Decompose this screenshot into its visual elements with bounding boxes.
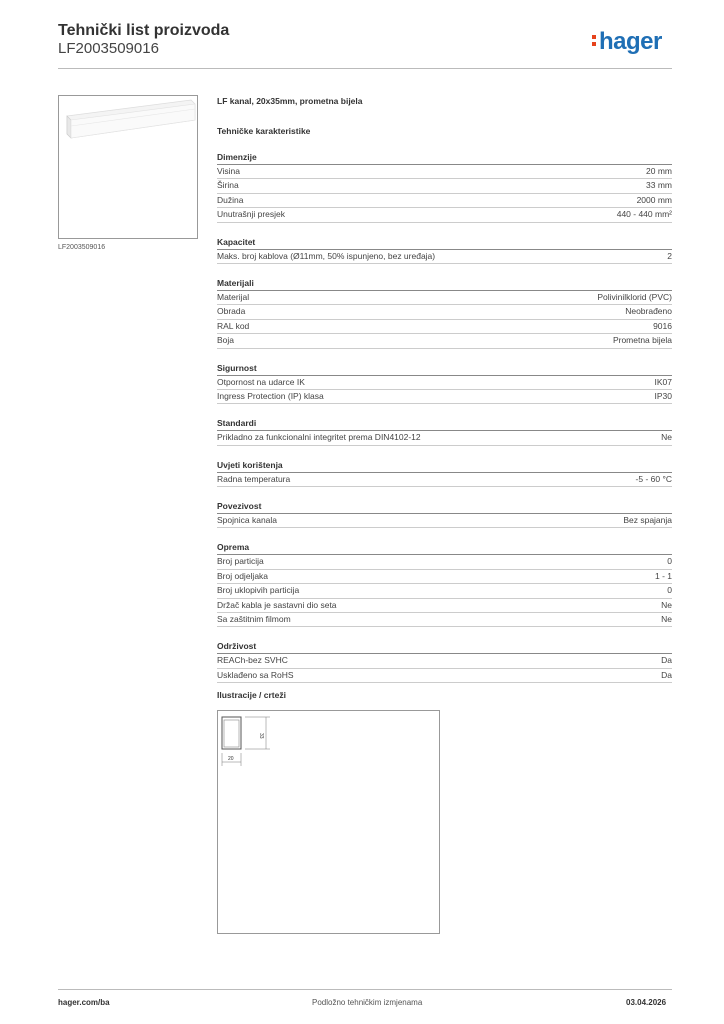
spec-label: Sa zaštitnim filmom xyxy=(217,614,291,625)
spec-value: Ne xyxy=(661,432,672,443)
spec-label: Držač kabla je sastavni dio seta xyxy=(217,599,337,610)
spec-value: 33 mm xyxy=(646,180,672,191)
spec-row xyxy=(217,250,672,264)
section-title: Dimenzije xyxy=(217,152,672,165)
dimension-width-label: 20 xyxy=(228,756,234,762)
hager-logo xyxy=(592,28,662,56)
product-name: LF kanal, 20x35mm, prometna bijela xyxy=(217,96,363,106)
section-title: Povezivost xyxy=(217,501,672,514)
spec-label: Obrada xyxy=(217,306,246,317)
spec-value: Ne xyxy=(661,599,672,610)
cable-duct-icon xyxy=(59,96,197,238)
spec-label: Broj uklopivih particija xyxy=(217,585,300,596)
spec-value: Ne xyxy=(661,614,672,625)
spec-section xyxy=(217,363,672,405)
duct-cross-section-drawing xyxy=(218,711,439,933)
spec-value: Bez spajanja xyxy=(623,515,672,526)
spec-row xyxy=(217,390,672,404)
logo-dots-icon xyxy=(592,32,597,49)
tech-specs-title: Tehničke karakteristike xyxy=(217,126,311,136)
spec-row xyxy=(217,208,672,222)
spec-row xyxy=(217,613,672,627)
spec-row xyxy=(217,555,672,569)
footer-date: 03.04.2026 xyxy=(626,998,667,1007)
spec-row xyxy=(217,179,672,193)
product-image xyxy=(58,95,198,239)
spec-label: Boja xyxy=(217,335,235,346)
spec-section xyxy=(217,237,672,264)
logo-text: hager xyxy=(599,28,662,55)
spec-section xyxy=(217,542,672,627)
spec-section xyxy=(217,501,672,528)
spec-value: Polivinilklorid (PVC) xyxy=(597,291,672,302)
spec-section xyxy=(217,278,672,349)
spec-row xyxy=(217,584,672,598)
spec-row xyxy=(217,514,672,528)
dimension-height-label: 33 xyxy=(258,733,264,739)
spec-label: Ingress Protection (IP) klasa xyxy=(217,390,324,401)
spec-label: Maks. broj kablova (Ø11mm, 50% ispunjeno, bez uređaja) xyxy=(217,250,436,261)
spec-content xyxy=(217,96,672,683)
spec-label: Usklađeno sa RoHS xyxy=(217,669,294,680)
spec-row xyxy=(217,320,672,334)
spec-row xyxy=(217,291,672,305)
spec-sections xyxy=(217,152,672,683)
section-title: Uvjeti korištenja xyxy=(217,460,672,473)
spec-row xyxy=(217,669,672,683)
spec-value: -5 - 60 °C xyxy=(635,473,672,484)
section-title: Kapacitet xyxy=(217,237,672,250)
spec-row xyxy=(217,654,672,668)
spec-value: Da xyxy=(661,655,672,666)
spec-label: Dužina xyxy=(217,194,244,205)
document-title: Tehnički list proizvoda xyxy=(58,22,230,39)
spec-value: Neobrađeno xyxy=(625,306,672,317)
section-title: Sigurnost xyxy=(217,363,672,376)
spec-value: 20 mm xyxy=(646,166,672,176)
spec-label: Broj odjeljaka xyxy=(217,570,269,581)
spec-row xyxy=(217,376,672,390)
spec-value: IP30 xyxy=(654,390,672,401)
header-divider xyxy=(58,68,672,69)
footer-disclaimer: Podložno tehničkim izmjenama xyxy=(312,998,423,1007)
spec-label: Širina xyxy=(217,180,239,191)
spec-row xyxy=(217,165,672,179)
footer-website-link[interactable]: hager.com/ba xyxy=(58,998,110,1007)
section-title: Standardi xyxy=(217,418,672,431)
spec-row xyxy=(217,599,672,613)
spec-row xyxy=(217,431,672,445)
spec-value: Prometna bijela xyxy=(612,335,672,346)
spec-label: Prikladno za funkcionalni integritet prema DIN4102-12 xyxy=(217,432,421,443)
spec-section xyxy=(217,460,672,487)
footer-divider xyxy=(58,989,672,990)
spec-section xyxy=(217,641,672,683)
spec-value: 440 - 440 mm² xyxy=(616,209,672,220)
section-title: Materijali xyxy=(217,278,672,291)
spec-label: Broj particija xyxy=(217,556,264,567)
product-code: LF2003509016 xyxy=(58,40,159,57)
spec-label: REACh-bez SVHC xyxy=(217,655,288,666)
spec-label: Otpornost na udarce IK xyxy=(217,376,305,387)
spec-value: 2000 mm xyxy=(636,194,672,205)
spec-value: 0 xyxy=(667,585,672,596)
section-title: Oprema xyxy=(217,542,672,555)
spec-label: Radna temperatura xyxy=(217,473,291,484)
image-caption: LF2003509016 xyxy=(58,244,106,251)
spec-label: Visina xyxy=(217,166,240,176)
spec-value: 2 xyxy=(667,250,672,261)
spec-row xyxy=(217,194,672,208)
technical-drawing xyxy=(217,710,440,934)
spec-row xyxy=(217,305,672,319)
spec-label: Materijal xyxy=(217,291,250,302)
spec-value: 0 xyxy=(667,556,672,567)
illustrations-title: Ilustracije / crteži xyxy=(217,690,286,700)
spec-value: 1 - 1 xyxy=(654,570,672,581)
spec-section xyxy=(217,418,672,445)
spec-row xyxy=(217,570,672,584)
spec-section xyxy=(217,152,672,223)
section-title: Održivost xyxy=(217,641,672,654)
spec-label: Spojnica kanala xyxy=(217,515,278,526)
spec-value: Da xyxy=(661,669,672,680)
spec-row xyxy=(217,334,672,348)
spec-label: Unutrašnji presjek xyxy=(217,209,286,220)
spec-row xyxy=(217,473,672,487)
spec-value: 9016 xyxy=(653,320,672,331)
spec-label: RAL kod xyxy=(217,320,250,331)
spec-value: IK07 xyxy=(654,376,672,387)
